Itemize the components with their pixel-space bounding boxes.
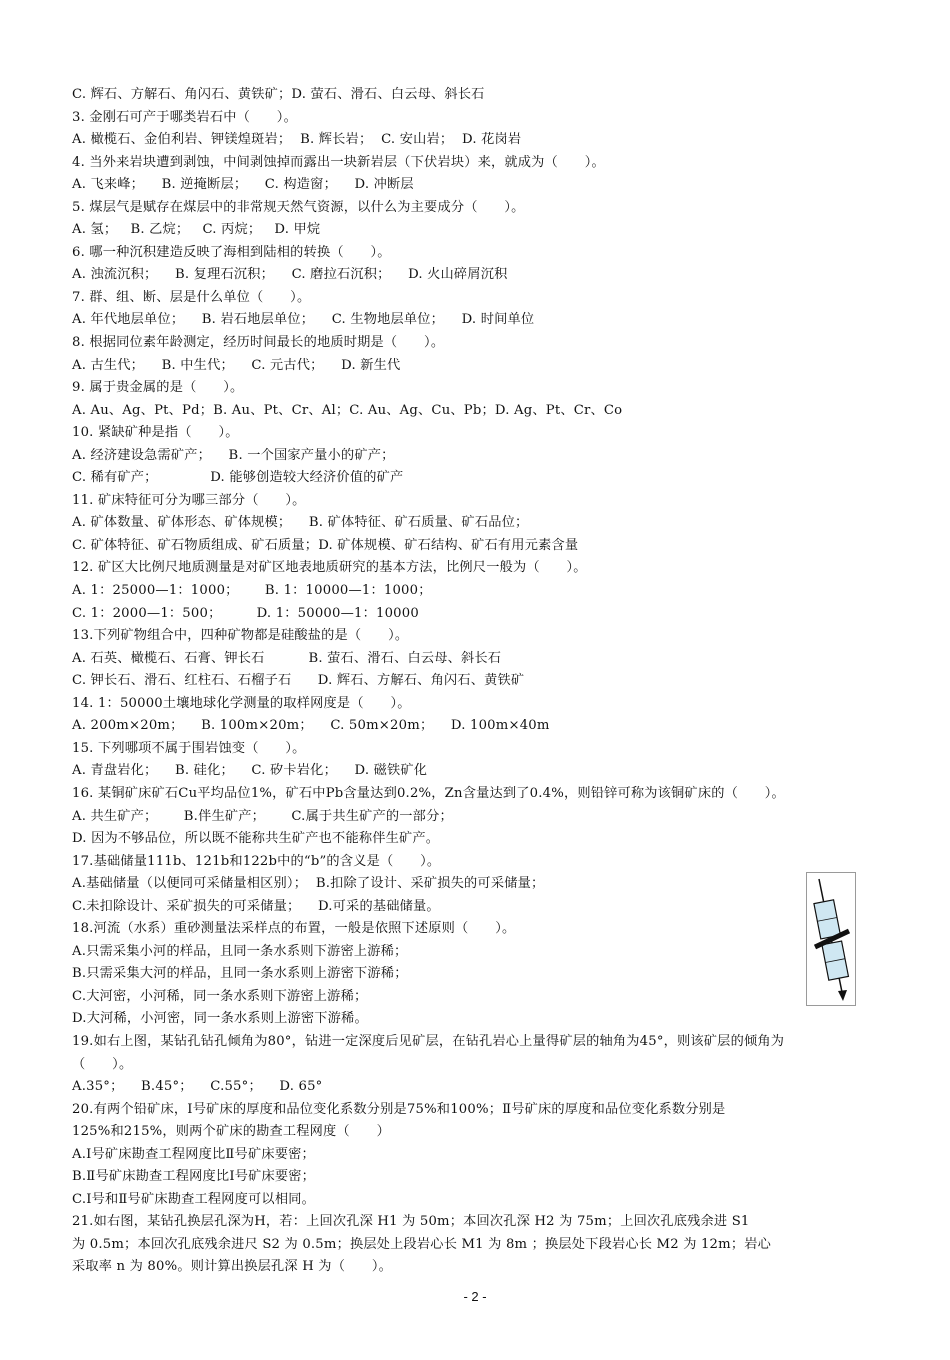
text-line: 20.有两个铅矿床，Ⅰ号矿床的厚度和品位变化系数分别是75%和100%；Ⅱ号矿床的厚度和品位变化系数分别是 [72, 1101, 726, 1117]
text-line: C.Ⅰ号和Ⅱ号矿床勘查工程网度可以相同。 [72, 1191, 315, 1207]
text-line: C. 钾长石、滑石、红柱石、石榴子石 D. 辉石、方解石、角闪石、黄铁矿 [72, 673, 525, 689]
text-line: A. 矿体数量、矿体形态、矿体规模； B. 矿体特征、矿石质量、矿石品位； [72, 515, 529, 531]
drill-core-icon [807, 873, 855, 1005]
text-line: 12. 矿区大比例尺地质测量是对矿区地表地质研究的基本方法，比例尺一般为（ ）。 [72, 560, 587, 576]
text-line: 17.基础储量111b、121b和122b中的“b”的含义是（ ）。 [72, 853, 441, 869]
text-line: A. 古生代； B. 中生代； C. 元古代； D. 新生代 [72, 357, 401, 373]
text-line: 16. 某铜矿床矿石Cu平均品位1%，矿石中Pb含量达到0.2%，Zn含量达到了0.4%，则铅锌可称为该铜矿床的（ ）。 [72, 785, 785, 801]
text-line: 125%和215%，则两个矿床的勘查工程网度（ ） [72, 1124, 390, 1140]
text-line: C.未扣除设计、采矿损失的可采储量； D.可采的基础储量。 [72, 898, 440, 914]
page-number: - 2 - [463, 1289, 487, 1304]
text-line: A.基础储量（以便同可采储量相区别）； B.扣除了设计、采矿损失的可采储量； [72, 876, 545, 892]
text-line: 13.下列矿物组合中，四种矿物都是硅酸盐的是（ ）。 [72, 628, 409, 644]
text-line: A. 1：25000—1：1000； B. 1：10000—1：1000； [72, 583, 432, 599]
text-line: C. 辉石、方解石、角闪石、黄铁矿；D. 萤石、滑石、白云母、斜长石 [72, 87, 485, 102]
text-line: A.Ⅰ号矿床勘查工程网度比Ⅱ号矿床要密； [72, 1146, 315, 1162]
text-line: C. 矿体特征、矿石物质组成、矿石质量；D. 矿体规模、矿石结构、矿石有用元素含量 [72, 537, 579, 553]
text-line: 为 0.5m；本回次孔底残余进尺 S2 为 0.5m；换层处上段岩心长 M1 为 8m ；换层处下段岩心长 M2 为 12m；岩心 [72, 1236, 772, 1252]
text-line: 11. 矿床特征可分为哪三部分（ ）。 [72, 492, 306, 508]
text-line: A.只需采集小河的样品，且同一条水系则下游密上游稀； [72, 943, 408, 959]
text-line: 18.河流（水系）重砂测量法采样点的布置，一般是依照下述原则（ ）。 [72, 921, 516, 937]
text-line: A. 经济建设急需矿产； B. 一个国家产量小的矿产； [72, 447, 395, 463]
text-line: 3. 金刚石可产于哪类岩石中（ ）。 [72, 109, 297, 125]
text-line: C. 1：2000—1：500； D. 1：50000—1：10000 [72, 605, 419, 621]
text-line: A. 200m×20m； B. 100m×20m； C. 50m×20m； D. 100m×40m [72, 718, 550, 734]
text-line: 4. 当外来岩块遭到剥蚀，中间剥蚀掉而露出一块新岩层（下伏岩块）来，就成为（ ）。 [72, 154, 605, 170]
text-line: A. 共生矿产； B.伴生矿产； C.属于共生矿产的一部分； [72, 808, 453, 824]
text-line: D. 因为不够品位，所以既不能称共生矿产也不能称伴生矿产。 [72, 831, 440, 847]
text-line: C.大河密，小河稀，同一条水系则下游密上游稀； [72, 988, 368, 1004]
text-line: 5. 煤层气是赋存在煤层中的非常规天然气资源，以什么为主要成分（ ）。 [72, 199, 525, 215]
drill-core-figure [806, 872, 856, 1006]
text-line: D.大河稀，小河密，同一条水系则上游密下游稀。 [72, 1011, 368, 1027]
text-line: A. Au、Ag、Pt、Pd；B. Au、Pt、Cr、Al；C. Au、Ag、Cu、Pb；D. Ag、Pt、Cr、Co [72, 402, 623, 418]
text-line: A. 浊流沉积； B. 复理石沉积； C. 磨拉石沉积； D. 火山碎屑沉积 [72, 267, 508, 283]
text-line: C. 稀有矿产； D. 能够创造较大经济价值的矿产 [72, 470, 404, 486]
text-line: A. 年代地层单位； B. 岩石地层单位； C. 生物地层单位； D. 时间单位 [72, 312, 535, 328]
text-line: 9. 属于贵金属的是（ ）。 [72, 380, 244, 396]
text-line: A.35°； B.45°； C.55°； D. 65° [72, 1079, 323, 1095]
text-line: 19.如右上图，某钻孔钻孔倾角为80°，钻进一定深度后见矿层，在钻孔岩心上量得矿层的轴角为45°，则该矿层的倾角为 [72, 1033, 785, 1049]
text-line: 15. 下列哪项不属于围岩蚀变（ ）。 [72, 740, 306, 756]
text-line: A. 橄榄石、金伯利岩、钾镁煌斑岩； B. 辉长岩； C. 安山岩； D. 花岗岩 [72, 132, 522, 148]
text-line: A. 石英、橄榄石、石膏、钾长石 B. 萤石、滑石、白云母、斜长石 [72, 650, 502, 666]
text-line: 10. 紧缺矿种是指（ ）。 [72, 425, 239, 441]
text-line: 21.如右图，某钻孔换层孔深为H，若：上回次孔深 H1 为 50m；本回次孔深 H2 为 75m；上回次孔底残余进 S1 [72, 1214, 750, 1230]
text-line: 14. 1：50000土壤地球化学测量的取样网度是（ ）。 [72, 695, 411, 711]
text-line: 8. 根据同位素年龄测定，经历时间最长的地质时期是（ ）。 [72, 335, 445, 351]
text-line: A. 青盘岩化； B. 硅化； C. 矽卡岩化； D. 磁铁矿化 [72, 763, 428, 779]
text-line: B.只需采集大河的样品，且同一条水系则上游密下游稀； [72, 966, 408, 982]
text-line: 6. 哪一种沉积建造反映了海相到陆相的转换（ ）。 [72, 244, 391, 260]
text-line: A. 氢； B. 乙烷； C. 丙烷； D. 甲烷 [72, 222, 321, 238]
text-line: A. 飞来峰； B. 逆掩断层； C. 构造窗； D. 冲断层 [72, 177, 414, 193]
question-text [72, 84, 902, 1279]
text-line: 7. 群、组、断、层是什么单位（ ）。 [72, 289, 311, 305]
text-line: （ ）。 [72, 1056, 133, 1072]
text-line: B.Ⅱ号矿床勘查工程网度比Ⅰ号矿床要密； [72, 1169, 316, 1185]
text-line: 采取率 n 为 80%。则计算出换层孔深 H 为（ ）。 [72, 1259, 393, 1275]
